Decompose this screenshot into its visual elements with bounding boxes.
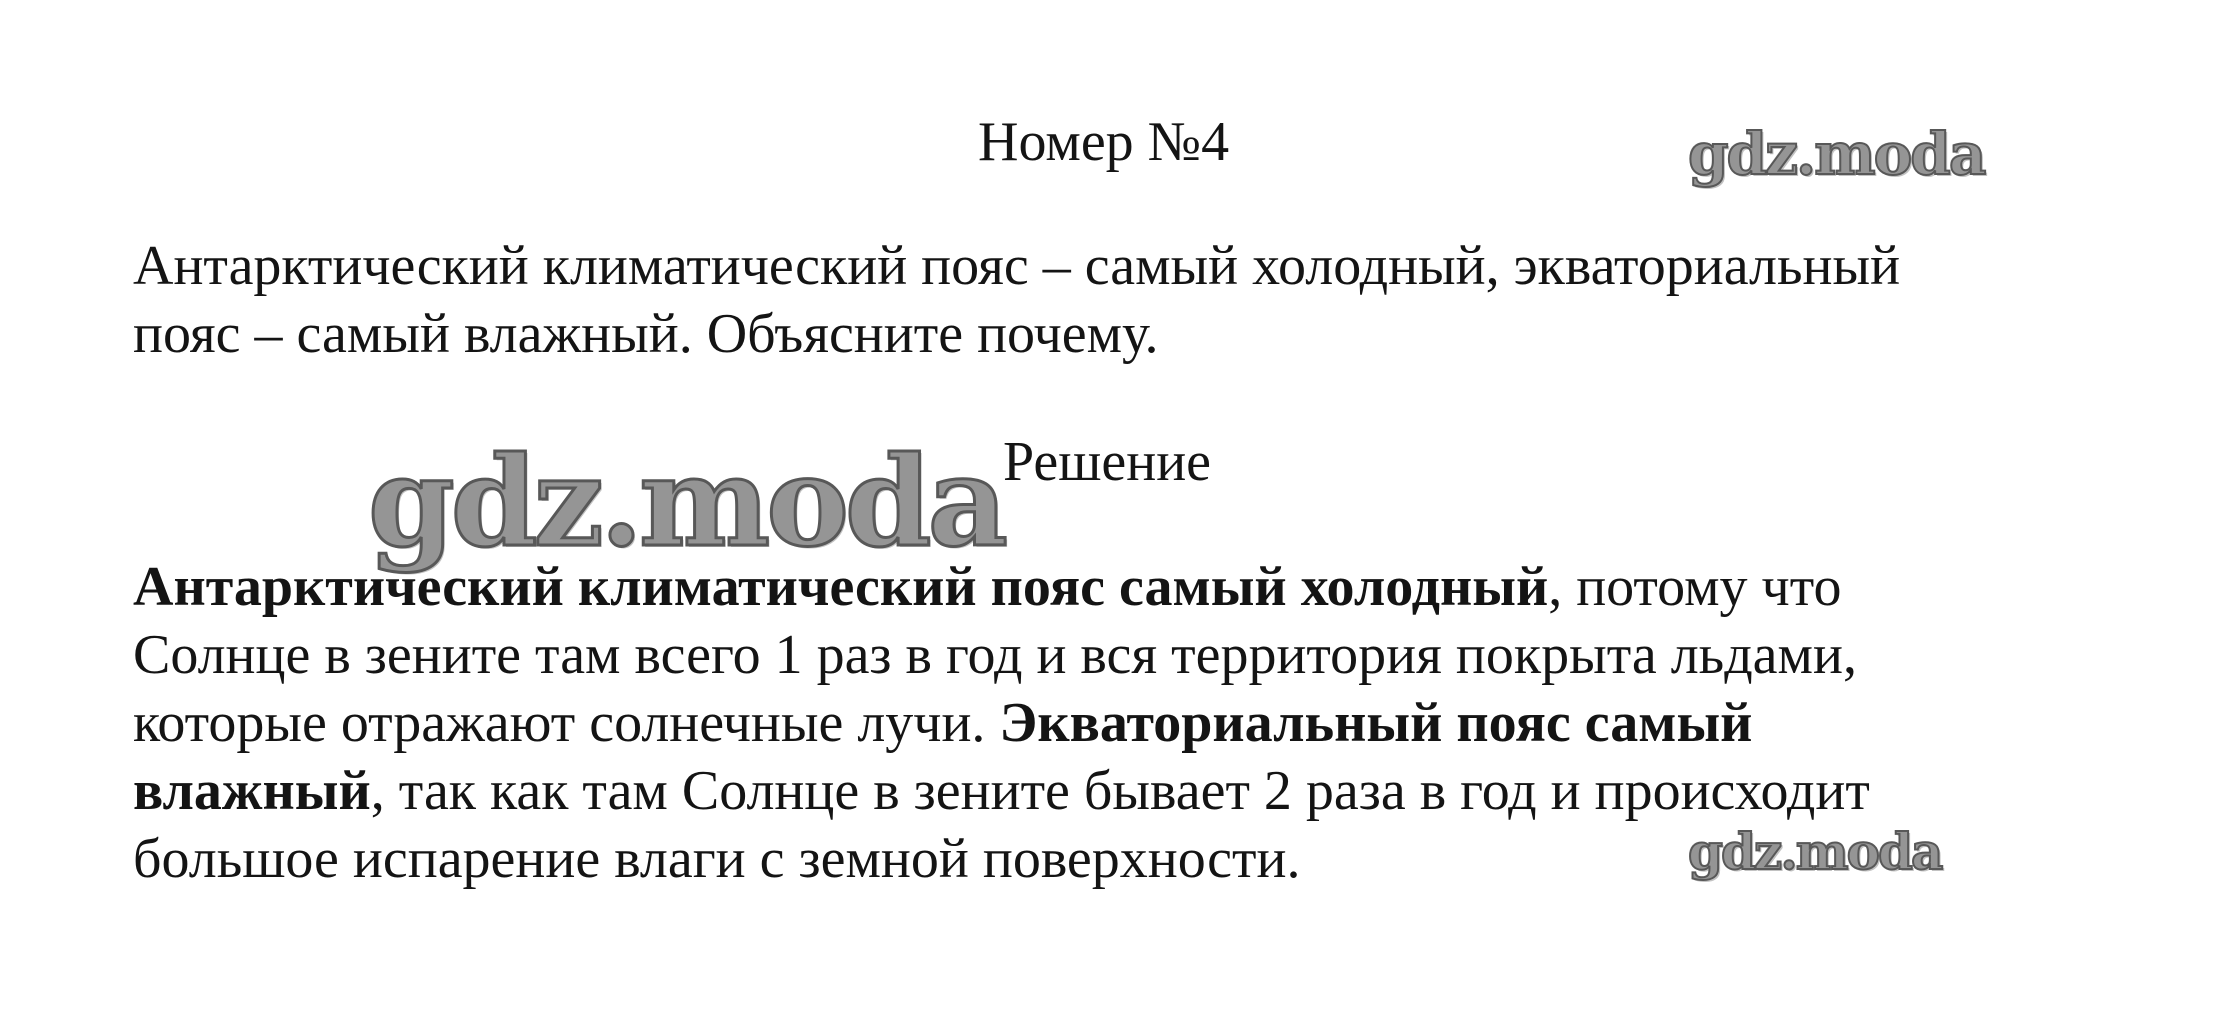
answer-line bbox=[133, 553, 2113, 621]
answer-line bbox=[133, 757, 2113, 825]
answer-bold-phrase: влажный bbox=[133, 760, 371, 822]
answer-bold-phrase: Экваториальный пояс самый bbox=[999, 692, 1753, 754]
question-line: пояс – самый влажный. Объясните почему. bbox=[133, 303, 1159, 365]
answer-line bbox=[133, 689, 2113, 757]
answer-text-segment: , так как там Солнце в зените бывает 2 раза в год и происходит bbox=[370, 760, 1870, 822]
watermark-logo-middle: gdz.moda bbox=[368, 430, 1004, 575]
question-line: Антарктический климатический пояс – самый холодный, экваториальный bbox=[133, 235, 1901, 297]
answer-text-segment: которые отражают солнечные лучи. bbox=[133, 692, 1000, 754]
answer-line: большое испарение влаги с земной поверхности. bbox=[133, 828, 1301, 890]
question-text bbox=[133, 232, 2113, 368]
watermark-logo-top: gdz.moda bbox=[1688, 120, 1985, 188]
answer-text-segment: , потому что bbox=[1548, 556, 1842, 618]
watermark-logo-bottom: gdz.moda bbox=[1688, 822, 1942, 881]
answer-line: Солнце в зените там всего 1 раз в год и вся территория покрыта льдами, bbox=[133, 624, 1857, 686]
page-title: Номер №4 bbox=[978, 111, 1230, 173]
answer-bold-phrase: Антарктический климатический пояс самый холодный bbox=[133, 556, 1549, 618]
solution-heading: Решение bbox=[1003, 431, 1212, 493]
